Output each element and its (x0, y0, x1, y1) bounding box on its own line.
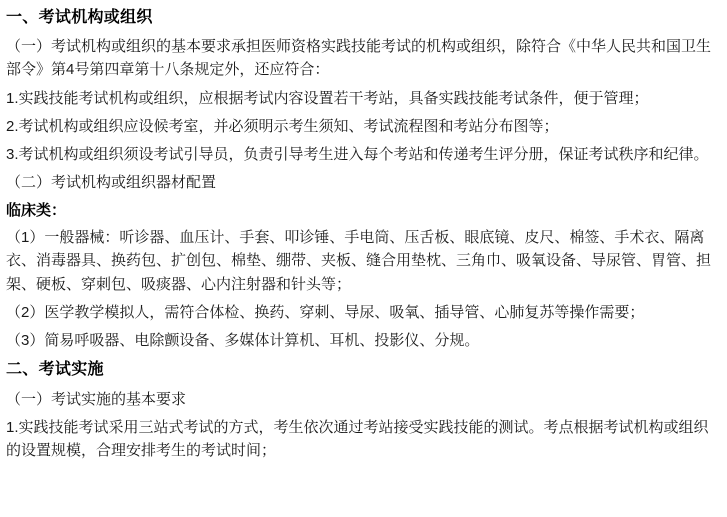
subheading-clinical-category: 临床类： (6, 201, 67, 219)
paragraph-medical-simulator: （2）医学教学模拟人，需符合体检、换药、穿刺、导尿、吸氧、插导管、心肺复苏等操作需要； (6, 303, 645, 321)
section-heading-exam-institution: 一、考试机构或组织 (6, 9, 153, 26)
paragraph-item-2: 2.考试机构或组织应设候考室，并必须明示考生须知、考试流程图和考站分布图等； (6, 117, 559, 135)
section-heading-exam-implementation: 二、考试实施 (6, 361, 104, 379)
paragraph-basic-requirements: （一）考试机构或组织的基本要求承担医师资格实践技能考试的机构或组织，除符合《中华人民共和国卫生部令》第4号第四章第十八条规定外，还应符合： (6, 38, 712, 79)
paragraph-implementation-item-1: 1.实践技能考试采用三站式考试的方式，考生依次通过考站接受实践技能的测试。考点根据考试机构或组织的设置规模，合理安排考生的考试时间； (6, 418, 709, 460)
paragraph-general-instruments: （1）一般器械：听诊器、血压计、手套、叩诊锤、手电筒、压舌板、眼底镜、皮尺、棉签、手术衣、隔离衣、消毒器具、换药包、扩创包、棉垫、绷带、夹板、缝合用垫枕、三角巾、吸氧设备、导尿管、胃管、担架、硬板、穿刺包、吸痰器、心内注射器和针头等； (6, 229, 712, 293)
paragraph-other-equipment: （3）简易呼吸器、电除颤设备、多媒体计算机、耳机、投影仪、分规。 (6, 332, 480, 350)
paragraph-item-3: 3.考试机构或组织须设考试引导员，负责引导考生进入每个考站和传递考生评分册，保证考试秩序和纪律。 (6, 146, 709, 164)
paragraph-implementation-requirements: （一）考试实施的基本要求 (6, 390, 187, 408)
paragraph-item-1: 1.实践技能考试机构或组织，应根据考试内容设置若干考站，具备实践技能考试条件，便于管理； (6, 89, 649, 107)
paragraph-equipment-heading: （二）考试机构或组织器材配置 (6, 174, 217, 192)
